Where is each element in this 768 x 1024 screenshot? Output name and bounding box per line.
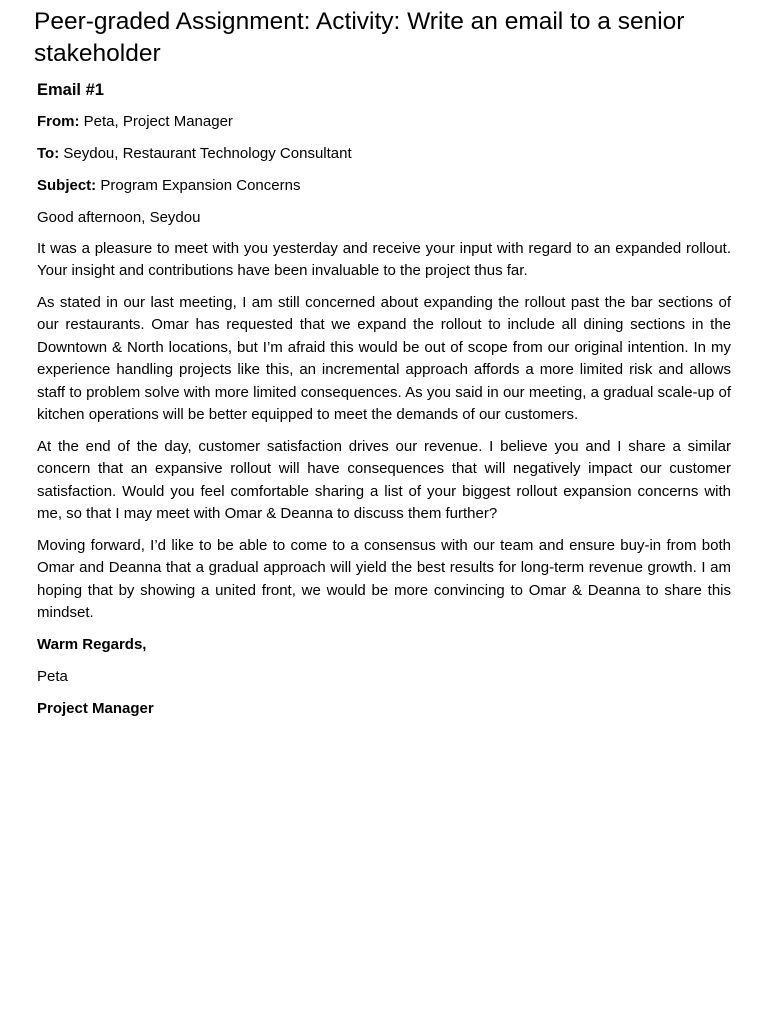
greeting: Good afternoon, Seydou [37,209,201,226]
to-label: To: [37,145,60,162]
to-value: Seydou, Restaurant Technology Consultant [63,145,352,162]
signature-role: Project Manager [37,699,154,717]
subject-line [37,175,731,197]
signature-name: Peta [37,667,68,685]
subject-label: Subject: [37,177,97,194]
from-value: Peta, Project Manager [83,113,233,130]
email-body [37,79,731,720]
subject-value: Program Expansion Concerns [100,177,301,194]
paragraph-3: At the end of the day, customer satisfaction drives our revenue. I believe you and I share a similar concern that an expansive rollout will have consequences that will negatively impact our customer satisfaction. Would you feel comfortable sharing a list of your biggest rollout expansion concerns with me, so that I may meet with Omar & Deanna to discuss them further? [37,437,731,522]
email-heading: Email #1 [37,81,104,99]
to-line [37,143,731,165]
from-label: From: [37,113,80,130]
paragraph-4: Moving forward, I’d like to be able to come to a consensus with our team and ensure buy-in from both Omar and Deanna that a gradual approach will yield the best results for long-term revenue growth. I am hoping that by showing a united front, we would be more convincing to Omar & Deanna to share this mindset. [37,536,731,621]
from-line [37,111,731,133]
closing: Warm Regards, [37,635,147,653]
paragraph-2: As stated in our last meeting, I am still concerned about expanding the rollout past the bar sections of our restaurants. Omar has requested that we expand the rollout to include all dining sections in the Downtown & North locations, but I’m afraid this would be out of scope from our original intention. In my experience handling projects like this, an incremental approach affords a more limited risk and allows staff to problem solve with more limited consequences. As you said in our meeting, a gradual scale-up of kitchen operations will be better equipped to meet the demands of our customers. [37,293,731,423]
page-title: Peer-graded Assignment: Activity: Write an email to a senior stakeholder [34,8,685,67]
paragraph-1: It was a pleasure to meet with you yesterday and receive your input with regard to an expanded rollout. Your insight and contributions have been invaluable to the project thus far. [37,239,731,279]
